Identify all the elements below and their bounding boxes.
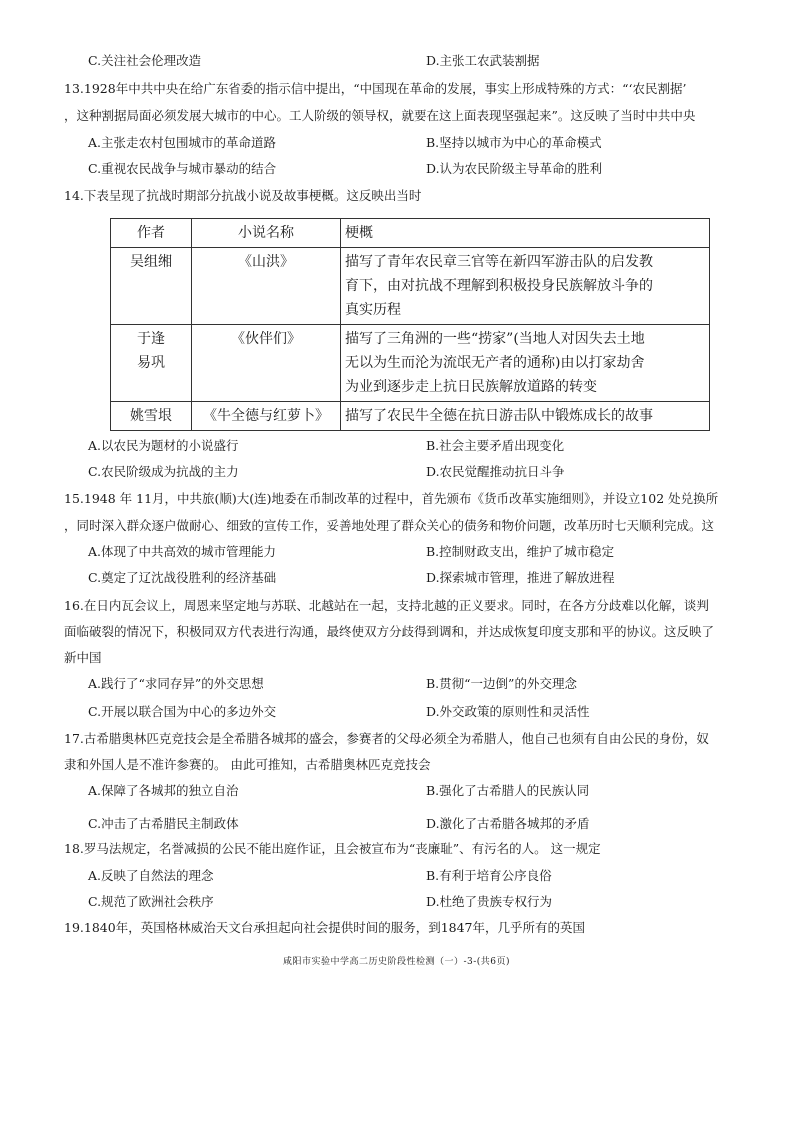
q12-option-d: D.主张工农武装割据 <box>426 53 540 68</box>
row-author: 于逢 易巩 <box>111 325 192 402</box>
q15-option-c: C.奠定了辽沈战役胜利的经济基础 <box>88 570 277 585</box>
q16-option-a: A.践行了“求同存异”的外交思想 <box>88 676 264 691</box>
q17-stem-line1: 17.古希腊奥林匹克竞技会是全希腊各城邦的盛会，参赛者的父母必须全为希腊人，他自己也须有自由公民的身份，奴 <box>64 731 709 746</box>
q13-option-b: B.坚持以城市为中心的革命模式 <box>426 135 602 150</box>
header-title: 小说名称 <box>192 219 341 248</box>
table-row <box>111 402 710 431</box>
q16-stem-line2: 面临破裂的情况下，积极同双方代表进行沟通，最终使双方分歧得到调和，并达成恢复印度支那和平的协议。这反映了 <box>64 624 715 639</box>
q18-option-c: C.规范了欧洲社会秩序 <box>88 894 214 909</box>
q15-stem-line1: 15.1948 年 11月，中共旅(顺)大(连)地委在币制改革的过程中，首先颁布《货币改革实施细则》，并设立102 处兑换所 <box>64 491 719 506</box>
header-author: 作者 <box>111 219 192 248</box>
q17-stem-line2: 隶和外国人是不准许参赛的。 由此可推知，古希腊奥林匹克竞技会 <box>64 757 431 772</box>
q16-stem-line3: 新中国 <box>64 650 102 665</box>
q14-option-b: B.社会主要矛盾出现变化 <box>426 438 565 453</box>
row-summary: 描写了三角洲的一些“捞家”(当地人对因失去土地 无以为生而沦为流氓无产者的通称)由以打家劫舍 为业到逐步走上抗日民族解放道路的转变 <box>341 325 710 402</box>
q15-stem-line2: ，同时深入群众逐户做耐心、细致的宣传工作，妥善地处理了群众关心的债务和物价问题，改革历时七天顺利完成。这 <box>64 518 715 533</box>
row-title: 《牛全德与红萝卜》 <box>192 402 341 431</box>
header-summary: 梗概 <box>341 219 710 248</box>
q16-option-d: D.外交政策的原则性和灵活性 <box>426 704 590 719</box>
q17-option-c: C.冲击了古希腊民主制政体 <box>88 816 239 831</box>
q13-stem-line2: ，这种割据局面必须发展大城市的中心。工人阶级的领导权，就要在这上面表现坚强起来”。这反映了当时中共中央 <box>64 108 696 123</box>
q12-option-c: C.关注社会伦理改造 <box>88 53 202 68</box>
page-footer: 咸阳市实验中学高二历史阶段性检测（一）-3-(共6页) <box>282 957 511 967</box>
q15-option-b: B.控制财政支出，维护了城市稳定 <box>426 544 615 559</box>
q18-option-b: B.有利于培育公序良俗 <box>426 868 552 883</box>
table-header-row <box>111 219 710 248</box>
row-title: 《山洪》 <box>192 248 341 325</box>
row-summary: 描写了农民牛全德在抗日游击队中锻炼成长的故事 <box>341 402 710 431</box>
novels-table <box>110 218 710 431</box>
q16-stem-line1: 16.在日内瓦会议上，周恩来坚定地与苏联、北越站在一起，支持北越的正义要求。同时，在各方分歧难以化解，谈判 <box>64 598 709 613</box>
row-author: 吴组缃 <box>111 248 192 325</box>
q19-stem: 19.1840年，英国格林威治天文台承担起向社会提供时间的服务，到1847年，几乎所有的英国 <box>64 920 586 935</box>
q13-stem-line1: 13.1928年中共中央在给广东省委的指示信中提出，“中国现在革命的发展，事实上形成特殊的方式：“‘农民割据’ <box>64 81 687 96</box>
row-title: 《伙伴们》 <box>192 325 341 402</box>
q14-stem: 14.下表呈现了抗战时期部分抗战小说及故事梗概。这反映出当时 <box>64 188 422 203</box>
q15-option-a: A.体现了中共高效的城市管理能力 <box>88 544 277 559</box>
q14-option-a: A.以农民为题材的小说盛行 <box>88 438 239 453</box>
q16-option-c: C.开展以联合国为中心的多边外交 <box>88 704 277 719</box>
q14-option-d: D.农民觉醒推动抗日斗争 <box>426 464 565 479</box>
row-summary: 描写了青年农民章三官等在新四军游击队的启发教 育下，由对抗战不理解到积极投身民族解放斗争的 真实历程 <box>341 248 710 325</box>
q17-option-a: A.保障了各城邦的独立自治 <box>88 783 239 798</box>
table-row <box>111 248 710 325</box>
q15-option-d: D.探索城市管理，推进了解放进程 <box>426 570 615 585</box>
q18-option-d: D.杜绝了贵族专权行为 <box>426 894 553 909</box>
q13-option-d: D.认为农民阶级主导革命的胜利 <box>426 161 603 176</box>
table-row <box>111 325 710 402</box>
q13-option-c: C.重视农民战争与城市暴动的结合 <box>88 161 277 176</box>
q16-option-b: B.贯彻“一边倒”的外交理念 <box>426 676 577 691</box>
q13-option-a: A.主张走农村包围城市的革命道路 <box>88 135 277 150</box>
q17-option-b: B.强化了古希腊人的民族认同 <box>426 783 590 798</box>
q18-stem: 18.罗马法规定，名誉减损的公民不能出庭作证，且会被宣布为“丧廉耻”、有污名的人。 这一规定 <box>64 841 601 856</box>
q17-option-d: D.激化了古希腊各城邦的矛盾 <box>426 816 590 831</box>
q14-option-c: C.农民阶级成为抗战的主力 <box>88 464 239 479</box>
q18-option-a: A.反映了自然法的理念 <box>88 868 214 883</box>
row-author: 姚雪垠 <box>111 402 192 431</box>
